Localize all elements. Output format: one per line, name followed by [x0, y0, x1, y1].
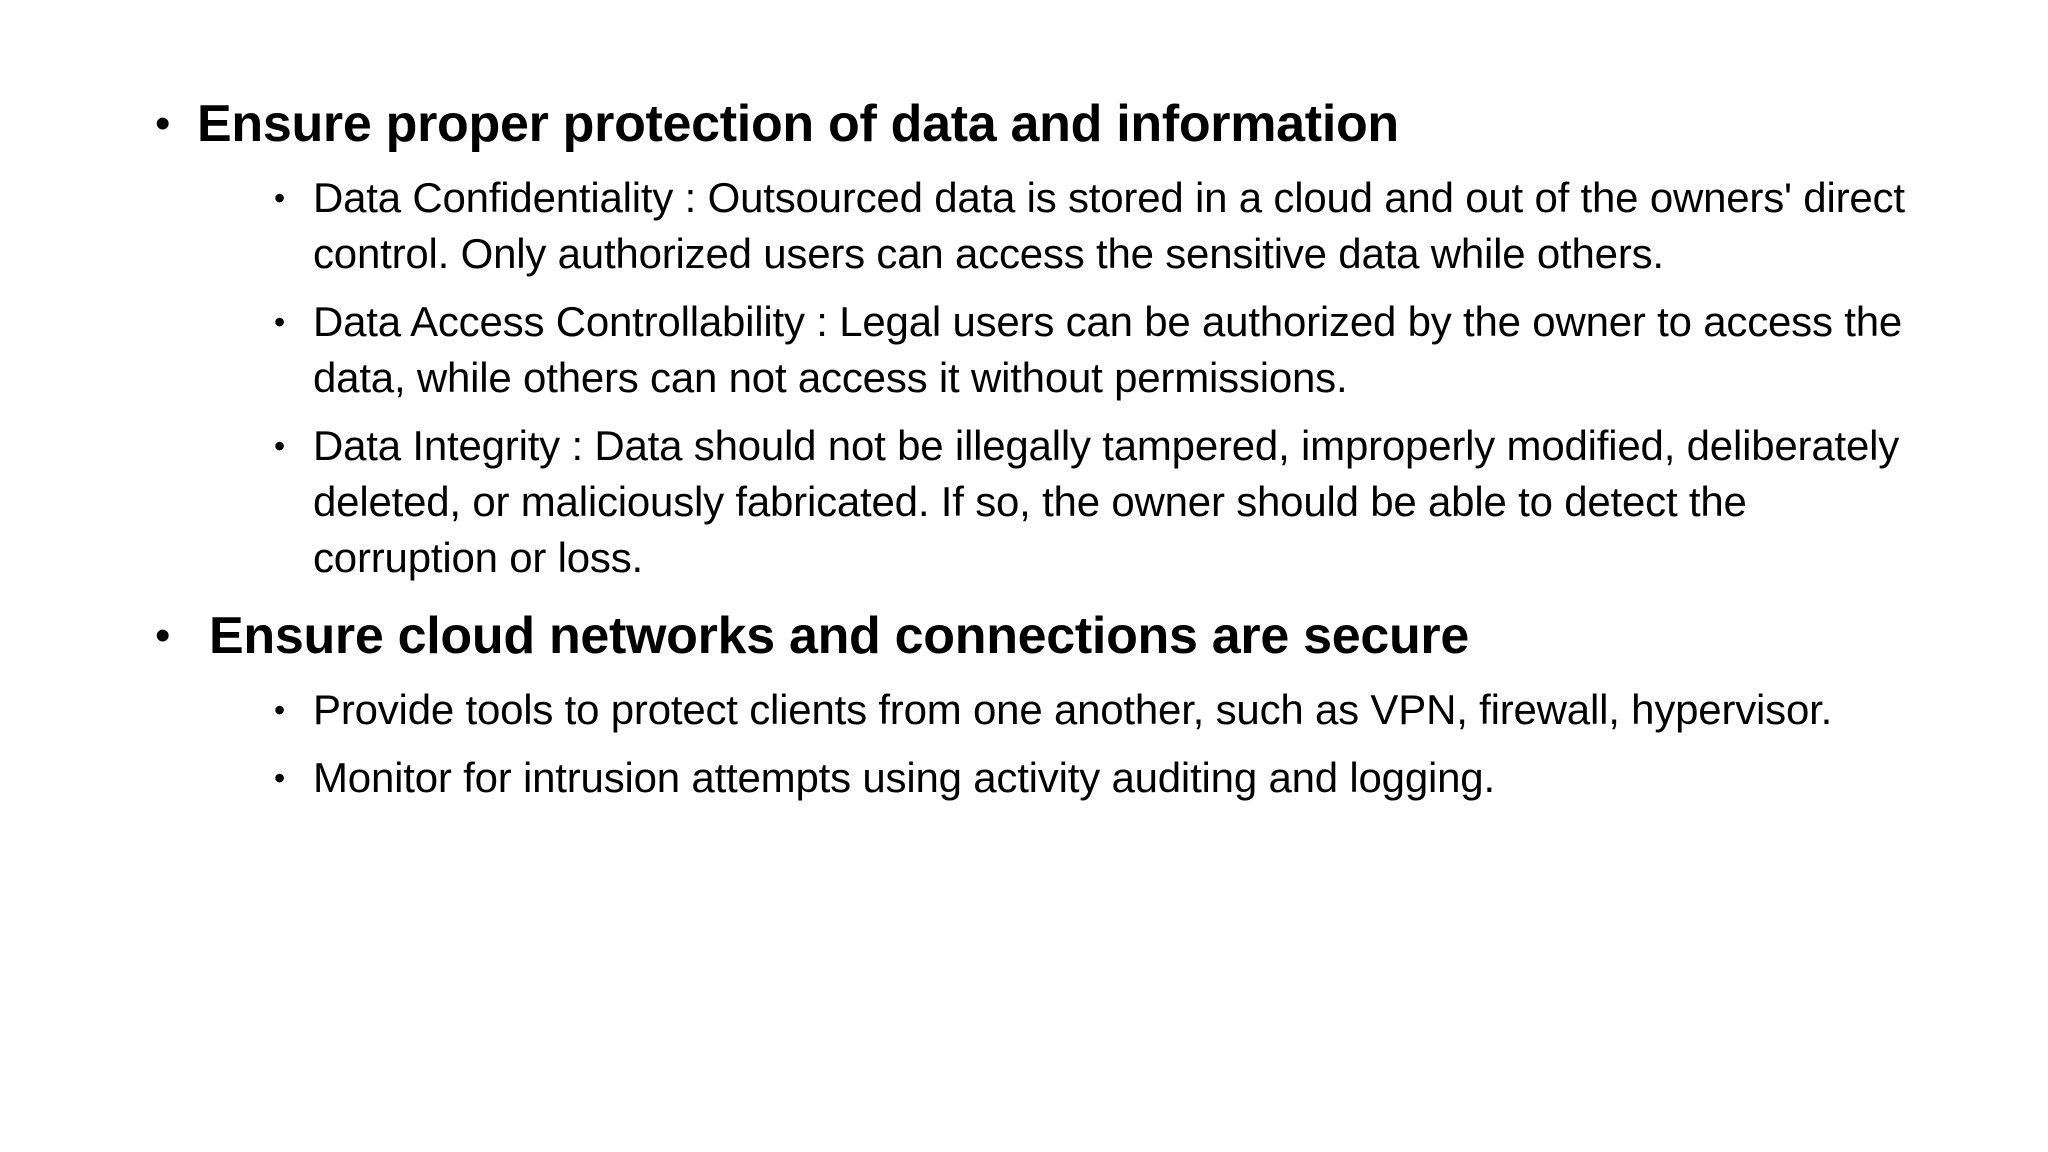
- bullet-icon: •: [274, 428, 286, 464]
- list-item: [274, 682, 1915, 738]
- section-heading: Ensure proper protection of data and information: [197, 95, 1399, 153]
- bullet-icon: •: [274, 304, 286, 340]
- slide-content: [155, 88, 1915, 820]
- bullet-icon: •: [274, 760, 286, 796]
- list-item-text: Data Access Controllability : Legal users can be authorized by the owner to access the data, while others can not access it without permissions.: [313, 298, 1903, 401]
- section-heading: Ensure cloud networks and connections are secure: [209, 607, 1469, 665]
- bullet-icon: •: [155, 611, 171, 660]
- list-item: [274, 750, 1915, 806]
- list-item-text: Monitor for intrusion attempts using activity auditing and logging.: [313, 754, 1495, 801]
- sub-bullet-list: [197, 170, 1915, 586]
- section-data-protection: [155, 88, 1915, 586]
- list-item-text: Data Integrity : Data should not be illegally tampered, improperly modified, deliberately deleted, or maliciously fabricated. If so, the owner should be able to detect the corruption or loss.: [313, 422, 1900, 581]
- bullet-icon: •: [274, 692, 286, 728]
- list-item: [274, 170, 1915, 282]
- sub-bullet-list: [197, 682, 1915, 806]
- list-item: [274, 294, 1915, 406]
- section-network-security: [155, 600, 1915, 806]
- list-item-text: Provide tools to protect clients from one another, such as VPN, firewall, hypervisor.: [313, 686, 1833, 733]
- bullet-icon: •: [274, 180, 286, 216]
- list-item: [274, 418, 1915, 586]
- bullet-icon: •: [155, 99, 171, 148]
- list-item-text: Data Confidentiality : Outsourced data is stored in a cloud and out of the owners' direct control. Only authorized users can access the sensitive data while others.: [313, 174, 1905, 277]
